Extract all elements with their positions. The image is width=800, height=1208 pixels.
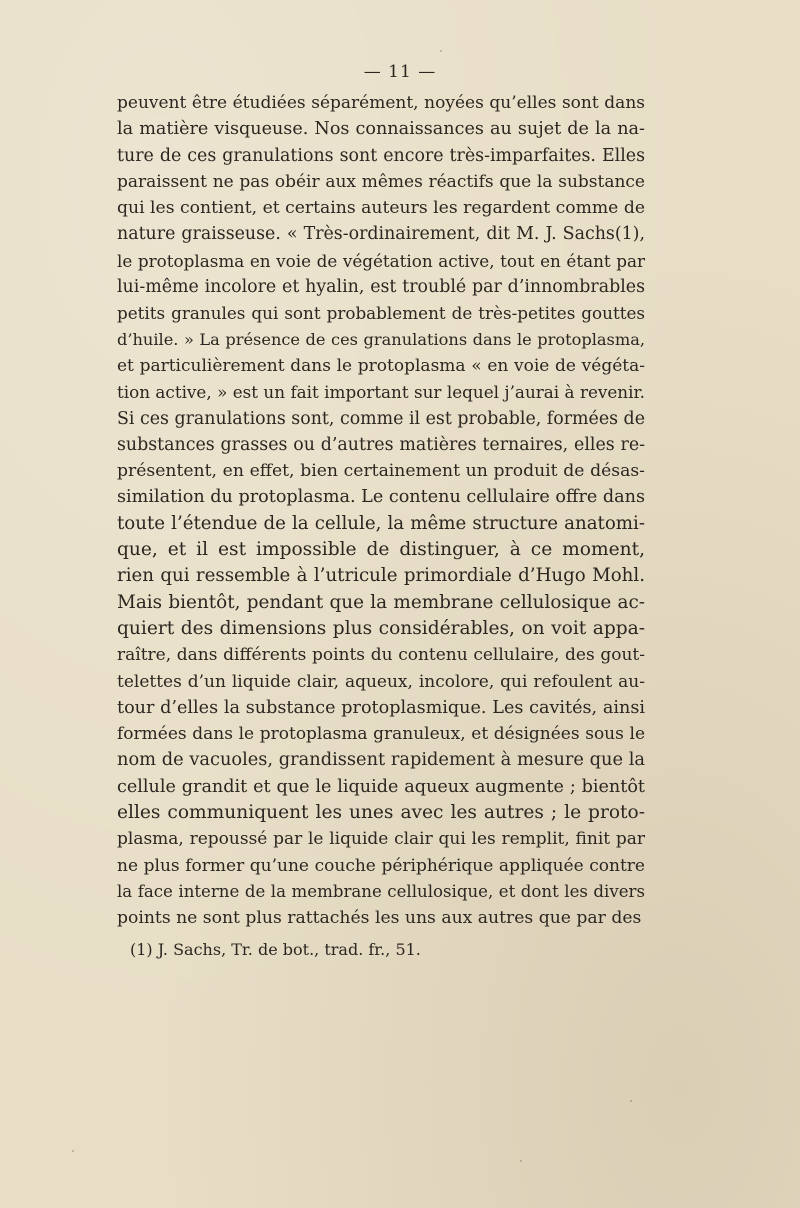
page-number-header: — 11 —	[363, 62, 437, 82]
text-line: tour d’elles la substance protoplasmique. Les cavités, ainsi	[117, 697, 645, 718]
paper-speck	[72, 1150, 74, 1152]
paper-speck	[630, 1100, 632, 1102]
text-line: quiert des dimensions plus considérables, on voit appa-	[117, 617, 645, 639]
text-line: formées dans le protoplasma granuleux, et désignées sous le	[117, 724, 645, 745]
text-line: le protoplasma en voie de végétation active, tout en étant par	[117, 250, 645, 271]
text-line: et particulièrement dans le protoplasma « en voie de végéta-	[117, 355, 645, 376]
text-line: elles communiquent les unes avec les autres ; le proto-	[117, 802, 645, 824]
text-line: telettes d’un liquide clair, aqueux, incolore, qui refoulent au-	[117, 671, 645, 692]
text-line: substances grasses ou d’autres matières ternaires, elles re-	[117, 434, 645, 455]
text-line: la matière visqueuse. Nos connaissances au sujet de la na-	[117, 119, 645, 140]
footnote: (1) J. Sachs, Tr. de bot., trad. fr., 51.	[130, 940, 421, 959]
text-line: toute l’étendue de la cellule, la même structure anatomi-	[117, 512, 645, 534]
text-line: que, et il est impossible de distinguer, à ce moment,	[117, 539, 645, 561]
text-line: Si ces granulations sont, comme il est probable, formées de	[117, 408, 645, 429]
text-line: présentent, en effet, bien certainement un produit de désas-	[117, 461, 645, 482]
text-line: lui-même incolore et hyalin, est troublé par d’innombrables	[117, 277, 645, 298]
paper-speck	[440, 50, 442, 52]
text-line: peuvent être étudiées séparément, noyées qu’elles sont dans	[117, 93, 645, 113]
text-line: cellule grandit et que le liquide aqueux augmente ; bientôt	[117, 776, 645, 797]
text-line: la face interne de la membrane cellulosique, et dont les divers	[117, 881, 645, 901]
text-line: paraissent ne pas obéir aux mêmes réactifs que la substance	[117, 171, 645, 192]
text-line: raître, dans différents points du contenu cellulaire, des gout-	[117, 645, 645, 666]
text-line: Mais bientôt, pendant que la membrane cellulosique ac-	[117, 591, 645, 613]
text-line: nature graisseuse. « Très-ordinairement, dit M. J. Sachs(1),	[117, 224, 645, 245]
text-line: d’huile. » La présence de ces granulations dans le protoplasma,	[117, 329, 645, 349]
text-line: petits granules qui sont probablement de très-petites gouttes	[117, 303, 645, 324]
text-line: points ne sont plus rattachés les uns aux autres que par des	[117, 908, 642, 929]
text-line: similation du protoplasma. Le contenu cellulaire offre dans	[117, 487, 646, 508]
text-line: nom de vacuoles, grandissent rapidement à mesure que la	[117, 749, 645, 771]
text-line: qui les contient, et certains auteurs les regardent comme de	[117, 198, 645, 219]
text-line: ne plus former qu’une couche périphérique appliquée contre	[117, 855, 645, 876]
text-line: tion active, » est un fait important sur lequel j’aurai à revenir.	[117, 382, 645, 403]
paper-speck	[520, 1160, 522, 1162]
text-line: ture de ces granulations sont encore très-imparfaites. Elles	[117, 145, 645, 166]
text-line: rien qui ressemble à l’utricule primordiale d’Hugo Mohl.	[117, 565, 645, 587]
text-line: plasma, repoussé par le liquide clair qui les remplit, finit par	[117, 829, 645, 850]
body-text	[117, 90, 645, 932]
